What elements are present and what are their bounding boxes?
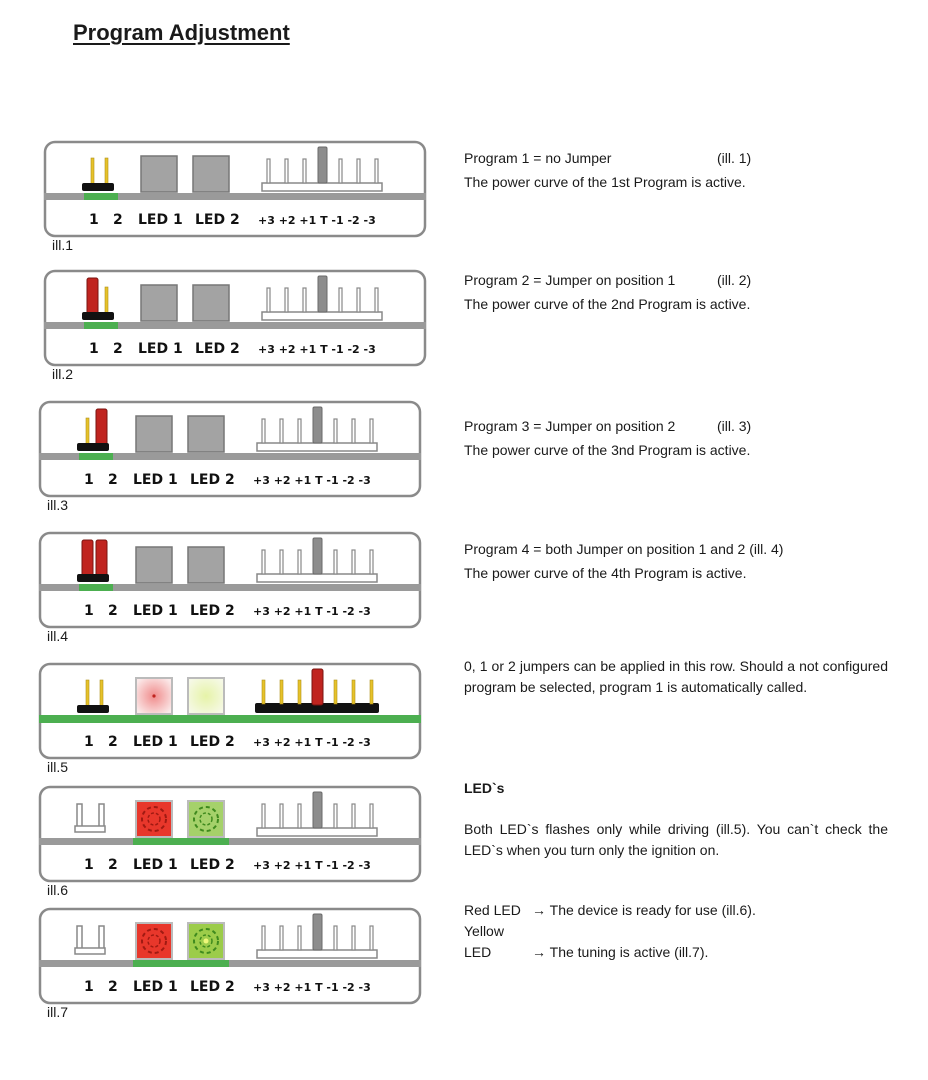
tuning-jumper — [318, 276, 327, 312]
pin — [99, 804, 104, 828]
tuning-pin — [375, 159, 378, 183]
green-pad — [133, 838, 229, 845]
tuning-pin — [262, 804, 265, 828]
tuning-pin — [262, 550, 265, 574]
tuning-header-base — [257, 950, 377, 958]
led-2-label: LED 2 — [190, 472, 235, 488]
led-1-label: LED 1 — [133, 472, 178, 488]
led-2 — [188, 678, 224, 714]
led-2-label: LED 2 — [190, 603, 235, 619]
connector-diagram — [39, 401, 421, 497]
rail — [39, 838, 421, 845]
led-1-dot — [152, 694, 155, 697]
pin — [86, 680, 89, 706]
led-1-label: LED 1 — [138, 341, 183, 357]
program-4-description — [464, 537, 894, 585]
green-pad — [79, 584, 113, 591]
red-led-text: The device is ready for use (ill.6). — [549, 902, 756, 918]
green-pad — [79, 453, 113, 460]
yellow-led-label: Yellow LED — [464, 923, 504, 960]
header-base — [82, 312, 114, 320]
tuning-pin — [267, 288, 270, 312]
led-1 — [136, 416, 172, 452]
tuning-pin — [267, 159, 270, 183]
scale-label: +3 +2 +1 T -1 -2 -3 — [253, 605, 371, 618]
program-2-desc: The power curve of the 2nd Program is active. — [464, 296, 751, 312]
tuning-pin — [334, 680, 337, 704]
tuning-pin — [339, 159, 342, 183]
led-1 — [141, 285, 177, 321]
tuning-pin — [298, 419, 301, 443]
yellow-led-text: The tuning is active (ill.7). — [549, 944, 709, 960]
led-2-label: LED 2 — [195, 212, 240, 228]
pos-2-label: 2 — [108, 857, 118, 873]
tuning-pin — [280, 804, 283, 828]
led-1-label: LED 1 — [133, 603, 178, 619]
illustration-caption: ill.4 — [47, 628, 69, 644]
led-1-label: LED 1 — [138, 212, 183, 228]
illustration-2 — [44, 270, 426, 366]
pin — [77, 804, 82, 828]
led-2 — [188, 547, 224, 583]
rail — [39, 960, 421, 967]
illustration-1 — [44, 141, 426, 237]
tuning-header-base — [257, 443, 377, 451]
header-base — [82, 183, 114, 191]
led-2 — [193, 156, 229, 192]
connector-diagram — [39, 908, 421, 1004]
tuning-jumper — [312, 669, 323, 705]
led-2-label: LED 2 — [190, 979, 235, 995]
red-led-label: Red LED — [464, 902, 521, 918]
tuning-pin — [298, 804, 301, 828]
tuning-pin — [370, 419, 373, 443]
tuning-pin — [334, 419, 337, 443]
tuning-pin — [298, 550, 301, 574]
jumper-note: 0, 1 or 2 jumpers can be applied in this row. Should a not configured program be selected, program 1 is automatically called. — [464, 658, 888, 695]
tuning-header-base — [262, 183, 382, 191]
tuning-pin — [334, 804, 337, 828]
tuning-pin — [352, 550, 355, 574]
jumper — [96, 409, 107, 445]
tuning-pin — [334, 550, 337, 574]
led-1 — [136, 547, 172, 583]
scale-label: +3 +2 +1 T -1 -2 -3 — [253, 859, 371, 872]
pin — [86, 418, 89, 444]
tuning-jumper — [318, 147, 327, 183]
tuning-pin — [352, 419, 355, 443]
pos-1-label: 1 — [89, 341, 99, 357]
pin — [105, 287, 108, 313]
illustration-4 — [39, 532, 421, 628]
jumper — [96, 540, 107, 576]
tuning-header-base — [257, 574, 377, 582]
tuning-pin — [303, 288, 306, 312]
jumper — [87, 278, 98, 314]
illustration-caption: ill.6 — [47, 882, 69, 898]
scale-label: +3 +2 +1 T -1 -2 -3 — [253, 736, 371, 749]
tuning-pin — [262, 419, 265, 443]
program-4-text: Program 4 = both Jumper on position 1 and 2 — [464, 541, 746, 557]
scale-label: +3 +2 +1 T -1 -2 -3 — [258, 214, 376, 227]
illustration-caption: ill.5 — [47, 759, 69, 775]
connector-diagram — [44, 270, 426, 366]
program-2-description — [464, 268, 894, 316]
page-title: Program Adjustment — [73, 20, 290, 45]
pos-2-label: 2 — [108, 979, 118, 995]
pos-2-label: 2 — [108, 603, 118, 619]
program-1-ref: (ill. 1) — [717, 150, 752, 166]
program-2-text: Program 2 = Jumper on position 1 — [464, 272, 676, 288]
tuning-jumper — [313, 407, 322, 443]
green-pad — [84, 322, 118, 329]
scale-label: +3 +2 +1 T -1 -2 -3 — [253, 981, 371, 994]
tuning-pin — [280, 550, 283, 574]
pos-2-label: 2 — [113, 212, 123, 228]
led-2-label: LED 2 — [190, 734, 235, 750]
led-2-label: LED 2 — [195, 341, 240, 357]
pin — [105, 158, 108, 184]
tuning-pin — [370, 804, 373, 828]
connector-diagram — [39, 532, 421, 628]
header-base — [75, 826, 105, 832]
program-3-text: Program 3 = Jumper on position 2 — [464, 418, 676, 434]
illustration-caption: ill.3 — [47, 497, 69, 513]
pin — [77, 926, 82, 950]
header-base — [75, 948, 105, 954]
tuning-pin — [370, 926, 373, 950]
illustration-5 — [39, 663, 421, 759]
led-1-label: LED 1 — [133, 857, 178, 873]
led-legend — [464, 900, 894, 963]
tuning-jumper — [313, 538, 322, 574]
program-4-desc: The power curve of the 4th Program is active. — [464, 565, 747, 581]
tuning-pin — [280, 680, 283, 704]
led-2 — [188, 416, 224, 452]
illustration-6 — [39, 786, 421, 882]
tuning-pin — [357, 159, 360, 183]
header-base — [77, 705, 109, 713]
tuning-pin — [298, 680, 301, 704]
program-3-ref: (ill. 3) — [717, 418, 752, 434]
tuning-jumper — [313, 914, 322, 950]
pos-1-label: 1 — [84, 857, 94, 873]
pin — [100, 680, 103, 706]
tuning-pin — [352, 804, 355, 828]
connector-diagram — [39, 786, 421, 882]
program-3-description — [464, 414, 894, 462]
leds-heading: LED`s — [464, 780, 505, 796]
tuning-pin — [285, 288, 288, 312]
pos-1-label: 1 — [84, 603, 94, 619]
pos-1-label: 1 — [89, 212, 99, 228]
tuning-pin — [280, 926, 283, 950]
connector-diagram — [39, 663, 421, 759]
led-2-label: LED 2 — [190, 857, 235, 873]
led-1 — [141, 156, 177, 192]
yellow-led-line — [464, 921, 894, 963]
header-base — [77, 574, 109, 582]
program-4-ref: (ill. 4) — [749, 541, 784, 557]
tuning-pin — [262, 926, 265, 950]
tuning-pin — [352, 680, 355, 704]
pos-1-label: 1 — [84, 734, 94, 750]
rail — [39, 715, 421, 723]
led-1-label: LED 1 — [133, 734, 178, 750]
scale-label: +3 +2 +1 T -1 -2 -3 — [258, 343, 376, 356]
green-pad — [133, 960, 229, 967]
connector-diagram — [44, 141, 426, 237]
pin — [91, 158, 94, 184]
led-1-label: LED 1 — [133, 979, 178, 995]
tuning-pin — [352, 926, 355, 950]
program-1-text: Program 1 = no Jumper — [464, 150, 612, 166]
tuning-pin — [357, 288, 360, 312]
illustration-3 — [39, 401, 421, 497]
leds-note: Both LED`s flashes only while driving (ill.5). You can`t check the LED`s when you turn only the ignition on. — [464, 821, 888, 858]
tuning-jumper — [313, 792, 322, 828]
tuning-pin — [285, 159, 288, 183]
pos-1-label: 1 — [84, 472, 94, 488]
arrow-right-icon: → — [532, 902, 546, 918]
tuning-pin — [262, 680, 265, 704]
illustration-caption: ill.7 — [47, 1004, 69, 1020]
pin — [99, 926, 104, 950]
program-2-ref: (ill. 2) — [717, 272, 752, 288]
tuning-pin — [375, 288, 378, 312]
pos-2-label: 2 — [108, 472, 118, 488]
scale-label: +3 +2 +1 T -1 -2 -3 — [253, 474, 371, 487]
arrow-right-icon: → — [532, 944, 546, 960]
led-2 — [193, 285, 229, 321]
tuning-pin — [370, 680, 373, 704]
pos-2-label: 2 — [108, 734, 118, 750]
header-base — [77, 443, 109, 451]
tuning-pin — [334, 926, 337, 950]
tuning-pin — [339, 288, 342, 312]
pos-2-label: 2 — [113, 341, 123, 357]
program-3-desc: The power curve of the 3nd Program is active. — [464, 442, 751, 458]
tuning-header-base — [257, 828, 377, 836]
tuning-pin — [370, 550, 373, 574]
led-glow — [204, 939, 209, 944]
tuning-pin — [303, 159, 306, 183]
illustration-caption: ill.2 — [52, 366, 74, 382]
tuning-pin — [298, 926, 301, 950]
pos-1-label: 1 — [84, 979, 94, 995]
tuning-header-base — [262, 312, 382, 320]
tuning-pin — [280, 419, 283, 443]
illustration-caption: ill.1 — [52, 237, 74, 253]
red-led-line — [464, 900, 894, 921]
jumper — [82, 540, 93, 576]
green-pad — [84, 193, 118, 200]
illustration-7 — [39, 908, 421, 1004]
program-1-description — [464, 146, 894, 194]
program-1-desc: The power curve of the 1st Program is active. — [464, 174, 746, 190]
